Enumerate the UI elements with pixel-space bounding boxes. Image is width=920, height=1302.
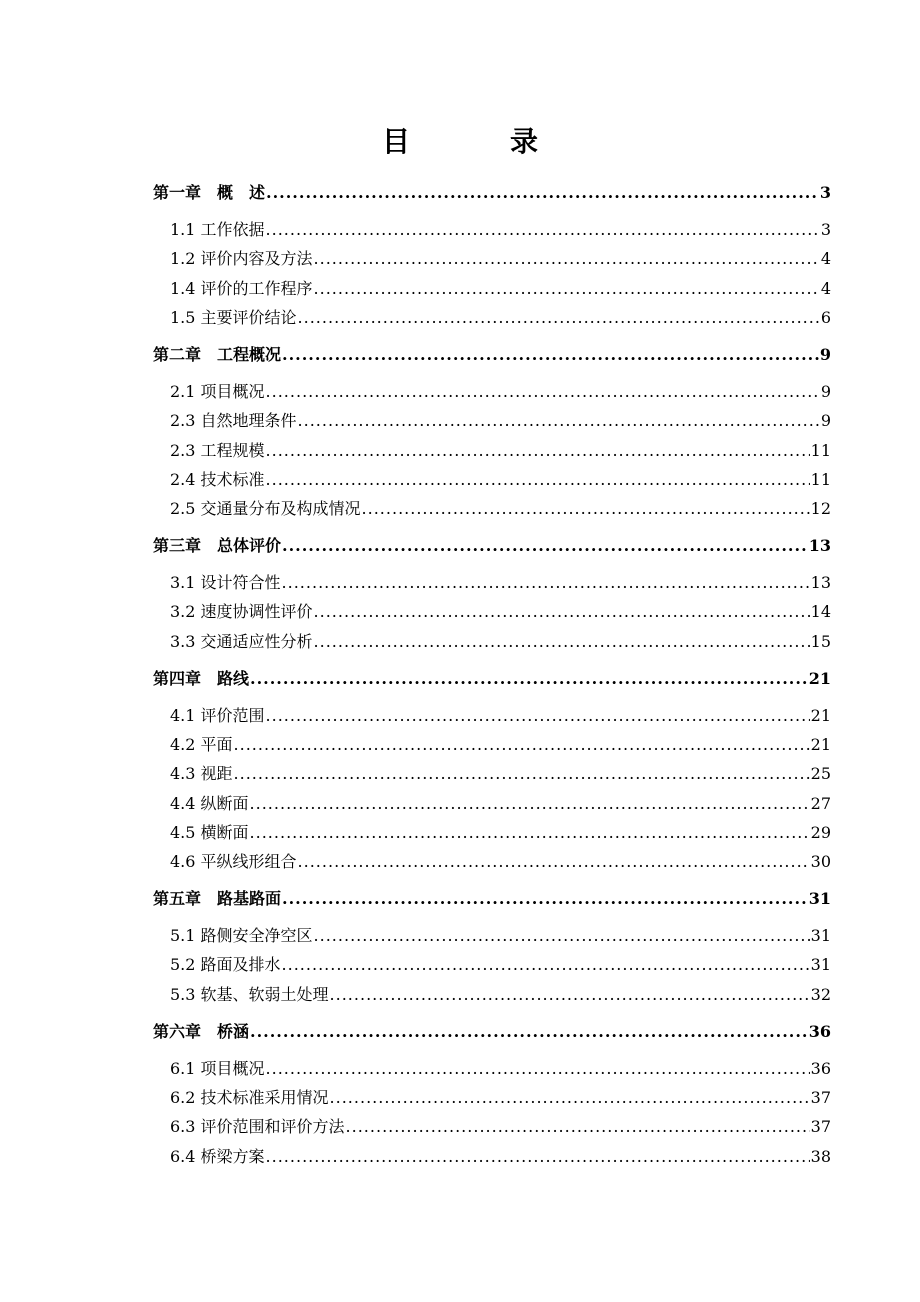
toc-entry-label: 1.4 评价的工作程序 — [170, 279, 313, 298]
toc-entry-page-number: 32 — [810, 985, 831, 1004]
toc-entry-label: 1.5 主要评价结论 — [170, 308, 297, 327]
toc-section-entry[interactable] — [153, 952, 831, 976]
toc-section-entry[interactable] — [153, 761, 831, 785]
toc-entry-label: 第一章 概 述 — [153, 183, 266, 202]
toc-section-entry[interactable] — [153, 1114, 831, 1138]
toc-entry-page-number: 37 — [810, 1117, 831, 1136]
toc-entry-page-number: 3 — [820, 220, 831, 239]
toc-entry-label: 2.3 工程规模 — [170, 441, 265, 460]
toc-entry-label: 4.6 平纵线形组合 — [170, 852, 297, 871]
toc-entry-label: 4.1 评价范围 — [170, 706, 265, 725]
toc-dot-leader — [250, 668, 808, 690]
toc-section-entry[interactable] — [153, 217, 831, 241]
toc-section-entry[interactable] — [153, 791, 831, 815]
toc-section-entry[interactable] — [153, 496, 831, 520]
toc-dot-leader — [298, 851, 810, 873]
toc-entry-label: 2.1 项目概况 — [170, 382, 265, 401]
toc-dot-leader — [266, 219, 820, 241]
toc-entry-page-number: 36 — [810, 1059, 831, 1078]
toc-dot-leader — [266, 1146, 810, 1168]
toc-entry-page-number: 31 — [808, 889, 831, 908]
toc-dot-leader — [250, 1021, 808, 1043]
toc-entry-page-number: 13 — [808, 536, 831, 555]
toc-chapter-entry[interactable] — [153, 342, 831, 366]
toc-entry-label: 2.4 技术标准 — [170, 470, 265, 489]
toc-entry-page-number: 14 — [810, 602, 831, 621]
toc-entry-label: 第三章 总体评价 — [153, 536, 282, 555]
toc-entry-label: 5.2 路面及排水 — [170, 955, 281, 974]
toc-dot-leader — [314, 248, 820, 270]
toc-entry-page-number: 37 — [810, 1088, 831, 1107]
toc-entry-page-number: 31 — [810, 955, 831, 974]
toc-section-entry[interactable] — [153, 923, 831, 947]
toc-entry-page-number: 3 — [819, 183, 831, 202]
toc-dot-leader — [282, 954, 810, 976]
toc-entry-label: 1.2 评价内容及方法 — [170, 249, 313, 268]
toc-entry-page-number: 12 — [810, 499, 831, 518]
toc-chapter-entry[interactable] — [153, 666, 831, 690]
toc-dot-leader — [298, 307, 820, 329]
toc-dot-leader — [314, 601, 810, 623]
toc-dot-leader — [298, 410, 820, 432]
toc-entry-label: 5.3 软基、软弱土处理 — [170, 985, 329, 1004]
toc-entry-label: 第六章 桥涵 — [153, 1022, 250, 1041]
toc-dot-leader — [282, 344, 819, 366]
toc-section-entry[interactable] — [153, 379, 831, 403]
toc-entry-page-number: 21 — [808, 669, 831, 688]
toc-entry-label: 5.1 路侧安全净空区 — [170, 926, 313, 945]
toc-section-entry[interactable] — [153, 703, 831, 727]
toc-entry-page-number: 25 — [810, 764, 831, 783]
toc-dot-leader — [234, 734, 810, 756]
toc-section-entry[interactable] — [153, 246, 831, 270]
toc-chapter-entry[interactable] — [153, 180, 831, 204]
toc-entry-page-number: 11 — [810, 441, 831, 460]
toc-chapter-entry[interactable] — [153, 533, 831, 557]
toc-entry-label: 4.5 横断面 — [170, 823, 249, 842]
toc-section-entry[interactable] — [153, 276, 831, 300]
toc-entry-page-number: 6 — [820, 308, 831, 327]
toc-dot-leader — [250, 822, 810, 844]
toc-entry-label: 4.2 平面 — [170, 735, 233, 754]
toc-dot-leader — [314, 925, 810, 947]
toc-entry-label: 2.3 自然地理条件 — [170, 411, 297, 430]
toc-entry-page-number: 29 — [810, 823, 831, 842]
toc-dot-leader — [314, 278, 820, 300]
toc-entry-page-number: 4 — [820, 249, 831, 268]
toc-entry-page-number: 9 — [820, 411, 831, 430]
toc-dot-leader — [330, 1087, 810, 1109]
toc-entry-page-number: 13 — [810, 573, 831, 592]
toc-dot-leader — [282, 535, 808, 557]
toc-section-entry[interactable] — [153, 570, 831, 594]
toc-section-entry[interactable] — [153, 849, 831, 873]
toc-section-entry[interactable] — [153, 305, 831, 329]
toc-entry-label: 6.3 评价范围和评价方法 — [170, 1117, 345, 1136]
toc-section-entry[interactable] — [153, 1144, 831, 1168]
toc-entry-page-number: 36 — [808, 1022, 831, 1041]
toc-section-entry[interactable] — [153, 629, 831, 653]
toc-dot-leader — [250, 793, 810, 815]
toc-entry-label: 6.4 桥梁方案 — [170, 1147, 265, 1166]
toc-dot-leader — [266, 440, 810, 462]
toc-entry-page-number: 11 — [810, 470, 831, 489]
toc-entry-label: 3.2 速度协调性评价 — [170, 602, 313, 621]
toc-dot-leader — [330, 984, 810, 1006]
toc-dot-leader — [362, 498, 810, 520]
toc-dot-leader — [266, 1058, 810, 1080]
toc-entry-label: 2.5 交通量分布及构成情况 — [170, 499, 361, 518]
toc-entry-page-number: 38 — [810, 1147, 831, 1166]
toc-entry-label: 第二章 工程概况 — [153, 345, 282, 364]
toc-dot-leader — [266, 182, 819, 204]
toc-section-entry[interactable] — [153, 1056, 831, 1080]
toc-section-entry[interactable] — [153, 467, 831, 491]
toc-entry-page-number: 21 — [810, 706, 831, 725]
toc-section-entry[interactable] — [153, 982, 831, 1006]
toc-section-entry[interactable] — [153, 599, 831, 623]
toc-entry-label: 4.4 纵断面 — [170, 794, 249, 813]
toc-entry-page-number: 31 — [810, 926, 831, 945]
toc-dot-leader — [266, 469, 810, 491]
toc-dot-leader — [346, 1116, 810, 1138]
toc-entry-page-number: 15 — [810, 632, 831, 651]
page-title: 目 录 — [381, 125, 574, 158]
toc-entry-label: 1.1 工作依据 — [170, 220, 265, 239]
toc-section-entry[interactable] — [153, 1085, 831, 1109]
toc-entry-page-number: 9 — [819, 345, 831, 364]
toc-dot-leader — [314, 631, 810, 653]
toc-entry-page-number: 4 — [820, 279, 831, 298]
toc-entry-label: 6.1 项目概况 — [170, 1059, 265, 1078]
toc-dot-leader — [282, 888, 808, 910]
toc-section-entry[interactable] — [153, 438, 831, 462]
toc-entry-label: 6.2 技术标准采用情况 — [170, 1088, 329, 1107]
toc-entry-label: 第五章 路基路面 — [153, 889, 282, 908]
toc-entry-page-number: 30 — [810, 852, 831, 871]
toc-dot-leader — [234, 763, 810, 785]
toc-entry-page-number: 21 — [810, 735, 831, 754]
toc-entry-label: 4.3 视距 — [170, 764, 233, 783]
toc-chapter-entry[interactable] — [153, 886, 831, 910]
toc-dot-leader — [282, 572, 810, 594]
toc-section-entry[interactable] — [153, 408, 831, 432]
toc-dot-leader — [266, 381, 820, 403]
toc-entry-page-number: 27 — [810, 794, 831, 813]
toc-entry-label: 第四章 路线 — [153, 669, 250, 688]
toc-entry-page-number: 9 — [820, 382, 831, 401]
toc-section-entry[interactable] — [153, 732, 831, 756]
toc-entry-label: 3.1 设计符合性 — [170, 573, 281, 592]
toc-entry-label: 3.3 交通适应性分析 — [170, 632, 313, 651]
toc-section-entry[interactable] — [153, 820, 831, 844]
toc-chapter-entry[interactable] — [153, 1019, 831, 1043]
toc-dot-leader — [266, 705, 810, 727]
